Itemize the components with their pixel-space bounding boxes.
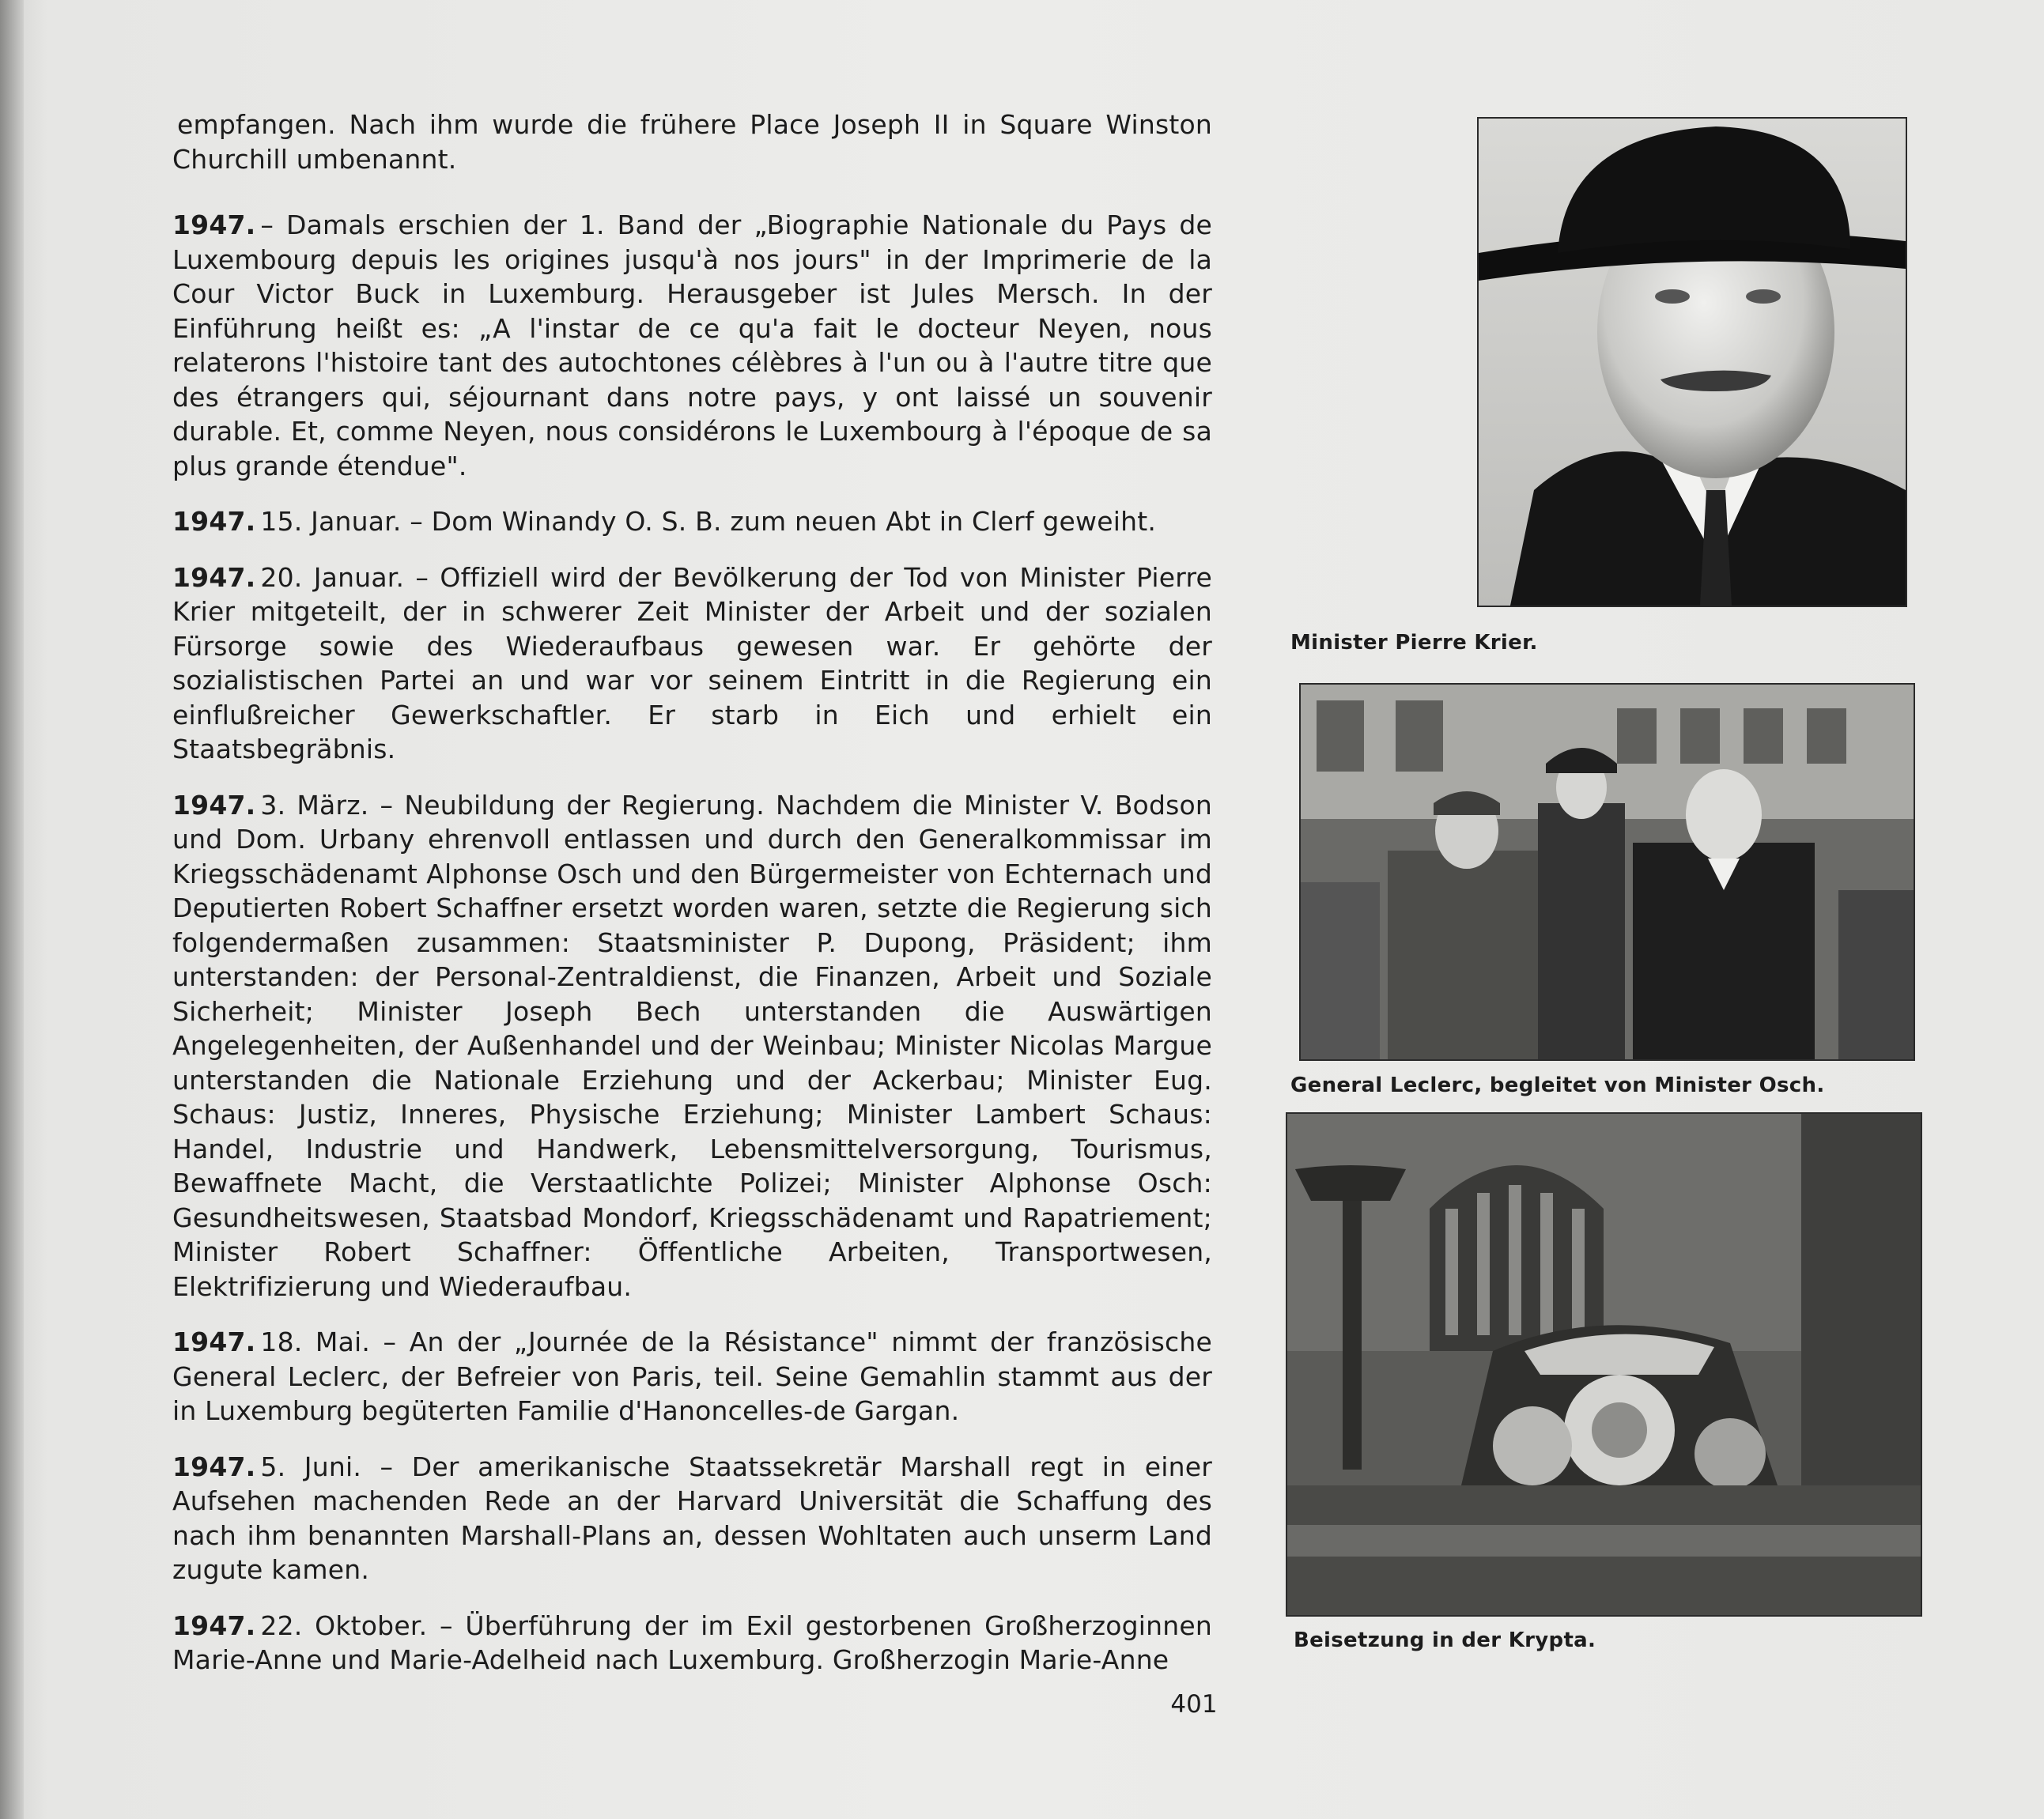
chronicle-entry — [172, 504, 1212, 539]
entry-year: 1947. — [172, 789, 256, 821]
entry-text: 20. Januar. – Offiziell wird der Bevölkerung der Tod von Minister Pierre Krier mitgeteilt, der in schwerer Zeit Minister der Arbeit und der sozialen Fürsorge sowie des Wiederaufbaus gewesen war. Er gehörte der sozialistischen Partei an und war vor seinem Eintritt in die Regierung ein einflußreicher Gewerkschaftler. Er starb in Eich und erhielt ein Staatsbegräbnis. — [172, 561, 1212, 764]
entry-text: empfangen. Nach ihm wurde die frühere Place Joseph II in Square Winston Churchill umbenannt. — [172, 109, 1212, 175]
entry-year: 1947. — [172, 506, 256, 537]
chronicle-entry — [172, 1450, 1212, 1587]
entry-year: 1947. — [172, 209, 256, 240]
entry-year: 1947. — [172, 1610, 256, 1641]
chronicle-entry — [172, 1609, 1212, 1677]
portrait-photo — [1479, 119, 1906, 606]
crypt-burial-image — [1287, 1114, 1921, 1615]
page-number: 401 — [1170, 1690, 1218, 1719]
portrait-caption: Minister Pierre Krier. — [1290, 631, 1538, 655]
entry-text: 18. Mai. – An der „Journée de la Résistance" nimmt der französische General Leclerc, der Befreier von Paris, teil. Seine Gemahlin stammt aus der in Luxemburg begüterten Familie d'Hanoncelles-de Gargan. — [172, 1327, 1212, 1426]
crypt-photo — [1287, 1114, 1921, 1615]
street-scene-image — [1301, 685, 1914, 1059]
chronicle-entry — [172, 1325, 1212, 1428]
entry-year: 1947. — [172, 1327, 256, 1357]
crypt-caption: Beisetzung in der Krypta. — [1294, 1628, 1596, 1652]
entry-text: 3. März. – Neubildung der Regierung. Nachdem die Minister V. Bodson und Dom. Urbany ehrenvoll entlassen und durch den Generalkommissar im Kriegsschädenamt Alphonse Osch und den Bürgermeister von Echternach und Deputierten Robert Schaffner ersetzt worden waren, setzte die Regierung sich folgendermaßen zusammen: Staatsminister P. Dupong, Präsident; ihm unterstanden: der Personal-Zentraldienst, die Finanzen, Arbeit und Soziale Sicherheit; Minister Joseph Bech unterstanden die Auswärtigen Angelegenheiten, der Außenhandel und der Weinbau; Minister Nicolas Margue unterstanden die Nationale Erziehung und der Ackerbau; Minister Eug. Schaus: Justiz, Inneres, Physische Erziehung; Minister Lambert Schaus: Handel, Industrie und Handwerk, Lebensmittelversorgung, Tourismus, Bewaffnete Macht, die Verstaatlichte Polizei; Minister Alphonse Osch: Gesundheitswesen, Staatsbad Mondorf, Kriegsschädenamt und Rapatriement; Minister Robert Schaffner: Öffentliche Arbeiten, Transportwesen, Elektrifizierung und Wiederaufbau. — [172, 789, 1212, 1302]
leclerc-caption: General Leclerc, begleitet von Minister Osch. — [1290, 1074, 1825, 1097]
entry-text: – Damals erschien der 1. Band der „Biographie Nationale du Pays de Luxembourg depuis les origines jusqu'à nos jours" in der Imprimerie de la Cour Victor Buck in Luxemburg. Herausgeber ist Jules Mersch. In der Einführung heißt es: „A l'instar de ce qu'a fait le docteur Neyen, nous relaterons l'histoire tant des autochtones célèbres à l'un ou à l'autre titre que des étrangers qui, séjournant dans notre pays, y ont laissé un souvenir durable. Et, comme Neyen, nous considérons le Luxembourg à l'époque de sa plus grande étendue". — [172, 209, 1212, 481]
chronicle-entry — [172, 208, 1212, 483]
entry-text: 22. Oktober. – Überführung der im Exil gestorbenen Großherzoginnen Marie-Anne und Marie-Adelheid nach Luxemburg. Großherzogin Marie-Anne — [172, 1610, 1212, 1675]
portrait-image — [1479, 119, 1906, 606]
leclerc-photo — [1301, 685, 1914, 1059]
chronicle-text-column — [172, 108, 1212, 1699]
entry-text: 15. Januar. – Dom Winandy O. S. B. zum neuen Abt in Clerf geweiht. — [260, 506, 1157, 537]
entry-year: 1947. — [172, 561, 256, 593]
entry-year: 1947. — [172, 1451, 256, 1482]
chronicle-entry — [172, 788, 1212, 1304]
book-spine-shadow — [0, 0, 24, 1819]
chronicle-entry — [172, 108, 1212, 176]
chronicle-entry — [172, 560, 1212, 767]
entry-text: 5. Juni. – Der amerikanische Staatssekretär Marshall regt in einer Aufsehen machenden Rede an der Harvard Universität die Schaffung des nach ihm benannten Marshall-Plans an, dessen Wohltaten auch unserm Land zugute kamen. — [172, 1451, 1212, 1585]
